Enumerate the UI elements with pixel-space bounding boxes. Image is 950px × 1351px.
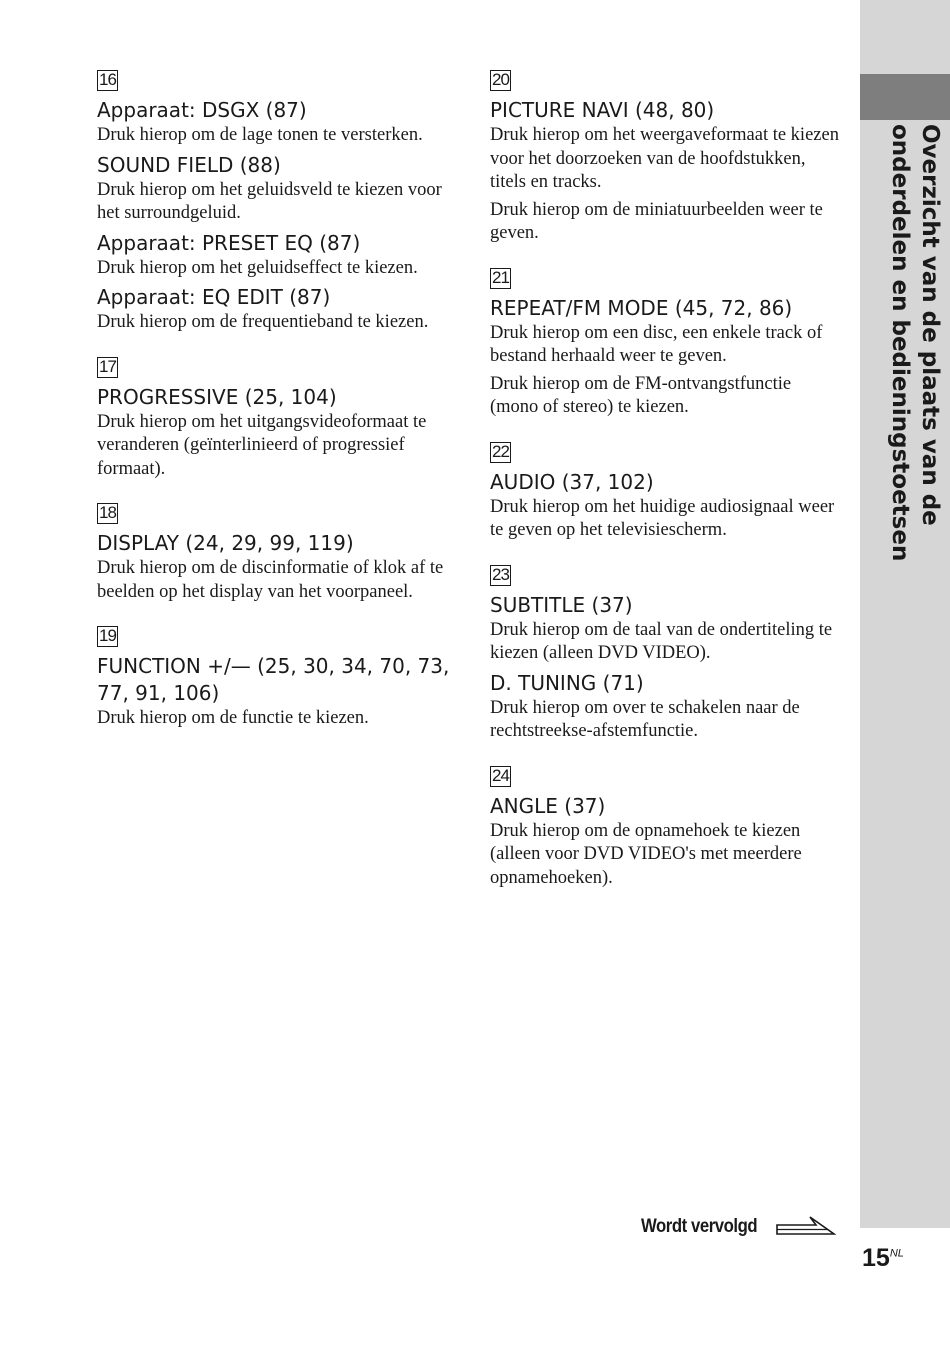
control-name: Apparaat: EQ EDIT (87): [97, 285, 331, 309]
control-description: Druk hierop om de frequentieband te kiezen.: [97, 312, 429, 332]
continued-indicator: [641, 1214, 836, 1240]
control-description: Druk hierop om het geluidseffect te kiezen.: [97, 257, 418, 278]
item-section: [97, 357, 452, 482]
control-description: Druk hierop om de taal van de ondertiteling te kiezen (alleen DVD VIDEO).: [490, 619, 833, 663]
control-description: Druk hierop om de FM-ontvangstfunctie (mono of stereo) te kiezen.: [490, 373, 792, 417]
page-number-value: 15: [862, 1244, 890, 1272]
item-section: [490, 766, 840, 891]
side-section-title: Overzicht van de plaats van de onderdelen en bedieningstoetsen: [887, 124, 943, 562]
item-number-box: 20: [492, 70, 509, 89]
item-section: [97, 70, 452, 335]
item-number-box: 17: [99, 356, 116, 376]
item-section: [490, 268, 840, 420]
control-description: Druk hierop om een disc, een enkele track of bestand herhaald weer te geven.: [490, 322, 823, 366]
control-name: D. TUNING (71): [490, 670, 644, 695]
item-number-box: 24: [492, 765, 509, 785]
item-number-box: 22: [492, 441, 509, 461]
control-name: AUDIO (37, 102): [490, 469, 654, 494]
control-name: PICTURE NAVI (48, 80): [490, 98, 715, 122]
control-description: Druk hierop om het uitgangsvideoformaat te veranderen (geïnterlinieerd of progressief formaat).: [97, 411, 427, 479]
item-number-box: 18: [99, 503, 116, 522]
control-description: Druk hierop om de functie te kiezen.: [97, 708, 369, 728]
item-section: [97, 503, 452, 604]
continued-label: Wordt vervolgd: [641, 1216, 758, 1237]
control-description: Druk hierop om het huidige audiosignaal weer te geven op het televisiescherm.: [490, 496, 835, 540]
item-number-box: 21: [492, 267, 509, 287]
item-section: [490, 70, 840, 246]
control-description: Druk hierop om over te schakelen naar de rechtstreekse-afstemfunctie.: [490, 697, 800, 741]
arrow-right-icon: [776, 1214, 836, 1240]
control-description: Druk hierop om de opnamehoek te kiezen (alleen voor DVD VIDEO's met meerdere opnamehoeken).: [490, 820, 802, 888]
control-description: Druk hierop om de discinformatie of klok af te beelden op het display van het voorpaneel.: [97, 558, 444, 602]
control-description: Druk hierop om de miniatuurbeelden weer te geven.: [490, 199, 823, 243]
control-name: REPEAT/FM MODE (45, 72, 86): [490, 295, 793, 320]
item-section: [97, 626, 452, 731]
page-number: [862, 1244, 904, 1273]
item-number-box: 23: [492, 564, 509, 584]
item-section: [490, 565, 840, 744]
left-column: [97, 70, 452, 753]
control-name: Apparaat: PRESET EQ (87): [97, 230, 361, 255]
control-name: FUNCTION +/— (25, 30, 34, 70, 73, 77, 91, 106): [97, 654, 450, 705]
control-name: DISPLAY (24, 29, 99, 119): [97, 531, 354, 555]
control-description: Druk hierop om het geluidsveld te kiezen voor het surroundgeluid.: [97, 179, 442, 223]
control-name: Apparaat: DSGX (87): [97, 98, 307, 122]
control-name: ANGLE (37): [490, 793, 606, 818]
control-description: Druk hierop om de lage tonen te versterken.: [97, 125, 423, 145]
control-description: Druk hierop om het weergaveformaat te kiezen voor het doorzoeken van de hoofdstukken, titels en tracks.: [490, 125, 839, 192]
item-section: [490, 442, 840, 543]
control-name: SOUND FIELD (88): [97, 152, 281, 177]
item-number-box: 16: [99, 70, 116, 89]
control-name: PROGRESSIVE (25, 104): [97, 384, 337, 409]
right-column: [490, 70, 840, 912]
page-language-code: NL: [889, 1247, 904, 1260]
item-number-box: 19: [99, 626, 116, 645]
control-name: SUBTITLE (37): [490, 592, 633, 617]
side-tab-marker: [860, 74, 950, 120]
